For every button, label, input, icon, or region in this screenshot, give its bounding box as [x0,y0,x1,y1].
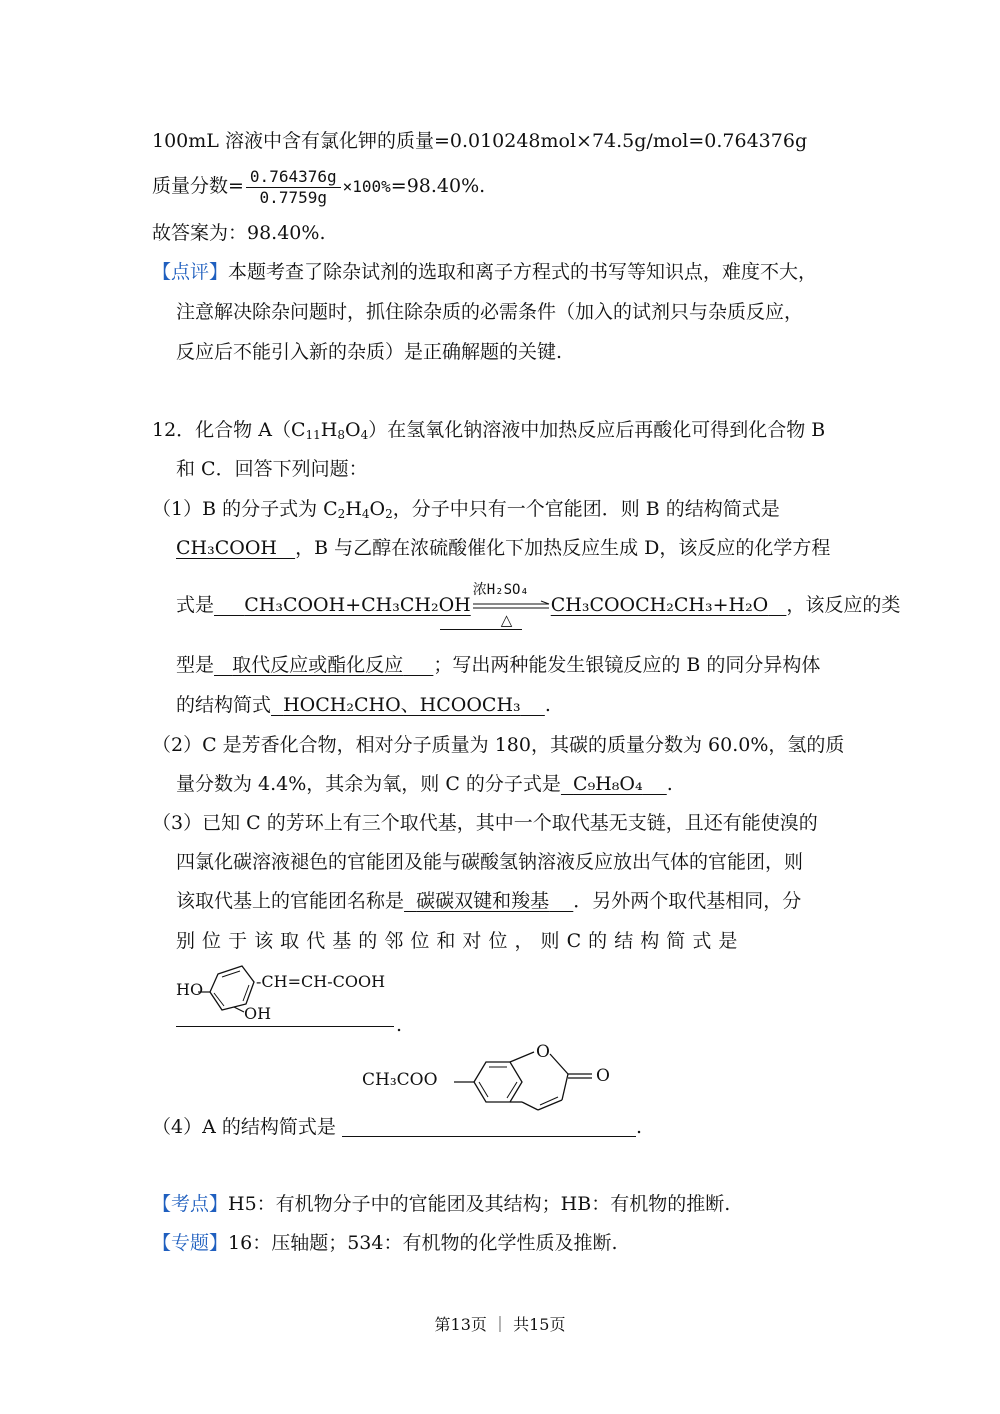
zhuanti-line [152,1230,618,1256]
keto-oxygen-label: O [596,1066,610,1086]
part1-line5-end: . [544,694,551,716]
zhuanti-text: 16：压轴题；534：有机物的化学性质及推断. [228,1232,618,1254]
structure-c-end: . [396,1014,403,1036]
q12-sub-o: 4 [360,428,369,442]
part1-line4-pre: 型是 [176,654,215,676]
q12-text-rest: ）在氢氧化钠溶液中加热反应后再酸化可得到化合物 B [368,419,826,441]
ho-label: HO [176,980,204,999]
structure-a [362,1042,632,1132]
part1-sub-h: 4 [361,507,370,521]
part1-line2-rest: ，B 与乙醇在浓硫酸催化下加热反应生成 D，该反应的化学方程 [295,537,831,559]
part1-line5-pre: 的结构简式 [176,694,272,716]
part4-pre: （4）A 的结构简式是 [152,1116,336,1138]
answer-isomers: HOCH₂CHO、HCOOCH₃ [283,694,521,716]
structure-a-underline [342,1136,636,1137]
answer-reaction-type: 取代反应或酯化反应 [232,654,404,676]
part2-line-2 [176,771,673,797]
part1-text-o: O [369,498,386,520]
part1-line-4 [176,652,820,678]
part1-sub-c: 2 [337,507,346,521]
reaction-condition [471,582,551,629]
part3-line-2: 四氯化碳溶液褪色的官能团及能与碳酸氢钠溶液反应放出气体的官能团，则 [176,851,804,873]
ring-oxygen-label: O [536,1042,550,1062]
answer-line: 故答案为：98.40%. [152,222,326,244]
kaodian-text: H5：有机物分子中的官能团及其结构；HB：有机物的推断. [228,1193,731,1215]
part1-line3-rest: ，该反应的类 [786,594,901,616]
equation-products: CH₃COOCH₂CH₃+H₂O [550,594,769,616]
mass-fraction-line [152,160,485,213]
acetoxy-label: CH₃COO [362,1070,438,1090]
part4-line [152,1114,336,1140]
part1-text-rest: ，分子中只有一个官能团．则 B 的结构简式是 [392,498,780,520]
q12-line-2: 和 C．回答下列问题： [176,458,368,480]
part1-sub-o: 2 [385,507,393,521]
part1-line-3 [176,582,901,629]
comment-line-1 [152,259,817,285]
part3-line3-rest: ．另外两个取代基相同，分 [573,890,802,912]
part3-line-3 [176,888,801,914]
comment-line-3: 反应后不能引入新的杂质）是正确解题的关键. [176,341,563,363]
side-chain-label: -CH=CH-COOH [256,972,386,991]
fraction-times: ×100% [342,177,391,196]
q12-text-o: O [344,419,361,441]
comment-line-2: 注意解决除杂问题时，抓住除杂质的必需条件（加入的试剂只与杂质反应， [176,301,804,323]
zhuanti-tag: 【专题】 [152,1232,229,1254]
part4-end: . [636,1116,643,1138]
comment-text-1: 本题考查了除杂试剂的选取和离子方程式的书写等知识点，难度不大， [228,261,818,283]
fraction-numerator: 0.764376g [246,167,341,188]
condition-underline [440,629,522,630]
part1-line3-pre: 式是 [176,594,215,616]
part1-line-1 [152,496,780,527]
structure-c [176,960,406,1032]
answer-b-structure: CH₃COOH [176,537,277,559]
part2-line2-pre: 量分数为 4.4%，其余为氧，则 C 的分子式是 [176,773,561,795]
answer-functional-groups: 碳碳双键和羧基 [416,890,550,912]
part3-line3-pre: 该取代基上的官能团名称是 [176,890,405,912]
q12-text-h: H [320,419,338,441]
part1-text-a: （1）B 的分子式为 C [152,498,338,520]
part3-line-4: 别 位 于 该 取 代 基 的 邻 位 和 对 位 ， 则 C 的 结 构 简 式 是 [176,930,738,952]
q12-line-1 [152,417,825,448]
fraction-result: =98.40%. [390,175,486,197]
fraction-prefix: 质量分数= [152,175,244,197]
part1-text-h: H [345,498,362,520]
comment-tag: 【点评】 [152,261,229,283]
structure-c-underline [176,1026,394,1027]
part1-line-5 [176,692,551,718]
part1-line-2 [176,535,830,561]
equation-reactants: CH₃COOH+CH₃CH₂OH [244,594,471,616]
q12-sub-c: 11 [305,428,321,442]
kaodian-tag: 【考点】 [152,1193,229,1215]
q12-sub-h: 8 [337,428,345,442]
condition-catalyst: 浓H₂SO₄ [472,582,529,598]
page-footer: 第13页 ｜ 共15页 [434,1315,566,1334]
fraction [246,167,341,208]
q12-text-a: 12．化合物 A（C [152,419,306,441]
answer-c-formula: C₉H₈O₄ [573,773,643,795]
part1-line4-rest: ；写出两种能发生银镜反应的 B 的同分异构体 [433,654,821,676]
condition-heat: △ [500,611,513,629]
part2-line-1: （2）C 是芳香化合物，相对分子质量为 180，其碳的质量分数为 60.0%，氢的质 [152,734,845,756]
oh-label: OH [244,1004,272,1023]
benzene-ring-c-icon [176,960,406,1032]
part2-line2-end: . [666,773,673,795]
fraction-denominator: 0.7759g [259,187,327,207]
part3-line-1: （3）已知 C 的芳环上有三个取代基，其中一个取代基无支链，且还有能使溴的 [152,812,818,834]
mass-line: 100mL 溶液中含有氯化钾的质量=0.010248mol×74.5g/mol=0.764376g [152,130,808,152]
kaodian-line [152,1191,730,1217]
